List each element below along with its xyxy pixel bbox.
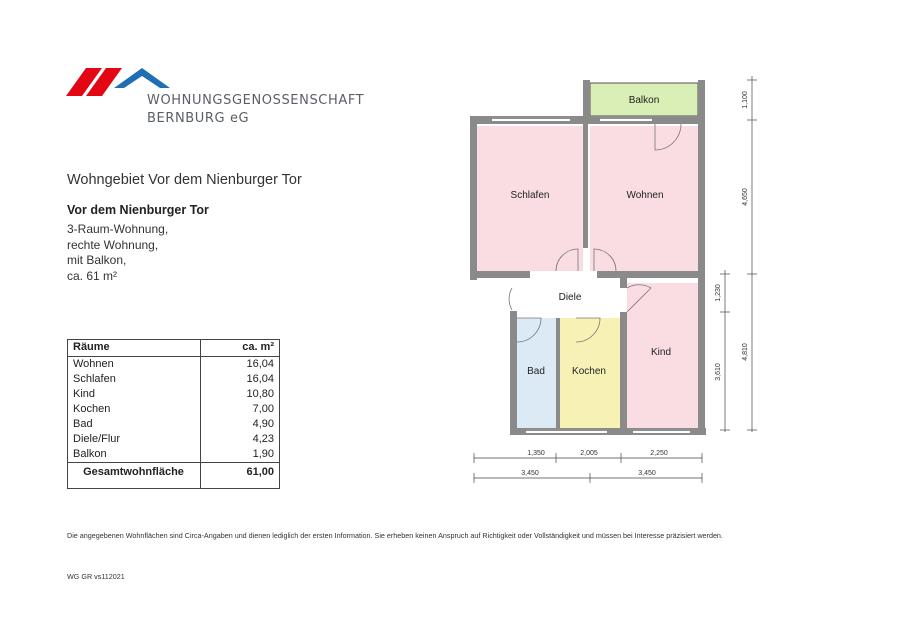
room-label-balkon: Balkon xyxy=(628,95,660,106)
dim-right-b: 3,610 xyxy=(715,363,722,381)
dim-bottom-1: 1,350 xyxy=(527,450,545,457)
dim-bottom-4: 3,450 xyxy=(521,470,539,477)
dim-right-c: 4,810 xyxy=(742,343,749,361)
brand-line-1: WOHNUNGSGENOSSENSCHAFT xyxy=(147,93,365,108)
dim-right-mid: 4,650 xyxy=(742,188,749,206)
dim-bottom-2: 2,005 xyxy=(580,450,598,457)
room-area: 16,04 xyxy=(246,358,274,370)
room-name: Balkon xyxy=(73,448,107,460)
column-header-rooms: Räume xyxy=(67,339,200,357)
apartment-desc-line: ca. 61 m² xyxy=(67,268,118,283)
apartment-title: Vor dem Nienburger Tor xyxy=(67,203,209,217)
room-label-wohnen: Wohnen xyxy=(626,190,664,201)
room-label-kochen: Kochen xyxy=(572,366,606,377)
room-area: 16,04 xyxy=(246,373,274,385)
room-name: Schlafen xyxy=(73,373,116,385)
dim-bottom-5: 3,450 xyxy=(638,470,656,477)
room-area: 1,90 xyxy=(252,448,274,460)
dim-right-top: 1,100 xyxy=(742,91,749,109)
room-name: Kochen xyxy=(73,403,111,415)
room-name: Wohnen xyxy=(73,358,114,370)
room-label-kind: Kind xyxy=(650,347,672,358)
room-label-schlafen: Schlafen xyxy=(510,190,550,201)
room-label-bad: Bad xyxy=(527,366,545,377)
apartment-desc-line: rechte Wohnung, xyxy=(67,237,159,252)
dimension-lines-right xyxy=(720,76,757,432)
room-name: Bad xyxy=(73,418,93,430)
dim-bottom-3: 2,250 xyxy=(650,450,668,457)
brand-line-2: BERNBURG eG xyxy=(147,111,250,126)
room-name: Diele/Flur xyxy=(73,433,121,445)
room-area: 7,00 xyxy=(252,403,274,415)
disclaimer-text: Die angegebenen Wohnflächen sind Circa-Angaben und dienen lediglich der ersten Information. Sie erheben keinen Anspruch auf Richtigkeit oder Vollständigkeit und müssen bei Interesse präzisiert werden. xyxy=(67,531,723,540)
apartment-desc-line: 3-Raum-Wohnung, xyxy=(67,222,169,236)
dimension-lines-bottom xyxy=(474,453,702,483)
room-area: 4,23 xyxy=(252,433,274,445)
total-label: Gesamtwohnfläche xyxy=(67,463,200,482)
column-header-area: ca. m² xyxy=(200,339,280,357)
dim-right-a: 1,230 xyxy=(715,284,722,302)
room-area: 10,80 xyxy=(246,388,274,400)
apartment-desc-line: mit Balkon, xyxy=(67,253,127,267)
version-code: WG GR vs112021 xyxy=(67,572,125,581)
room-name: Kind xyxy=(73,388,96,400)
total-value: 61,00 xyxy=(200,463,280,482)
room-area: 4,90 xyxy=(252,418,274,430)
room-label-diele: Diele xyxy=(558,292,582,303)
district-title: Wohngebiet Vor dem Nienburger Tor xyxy=(67,172,302,188)
